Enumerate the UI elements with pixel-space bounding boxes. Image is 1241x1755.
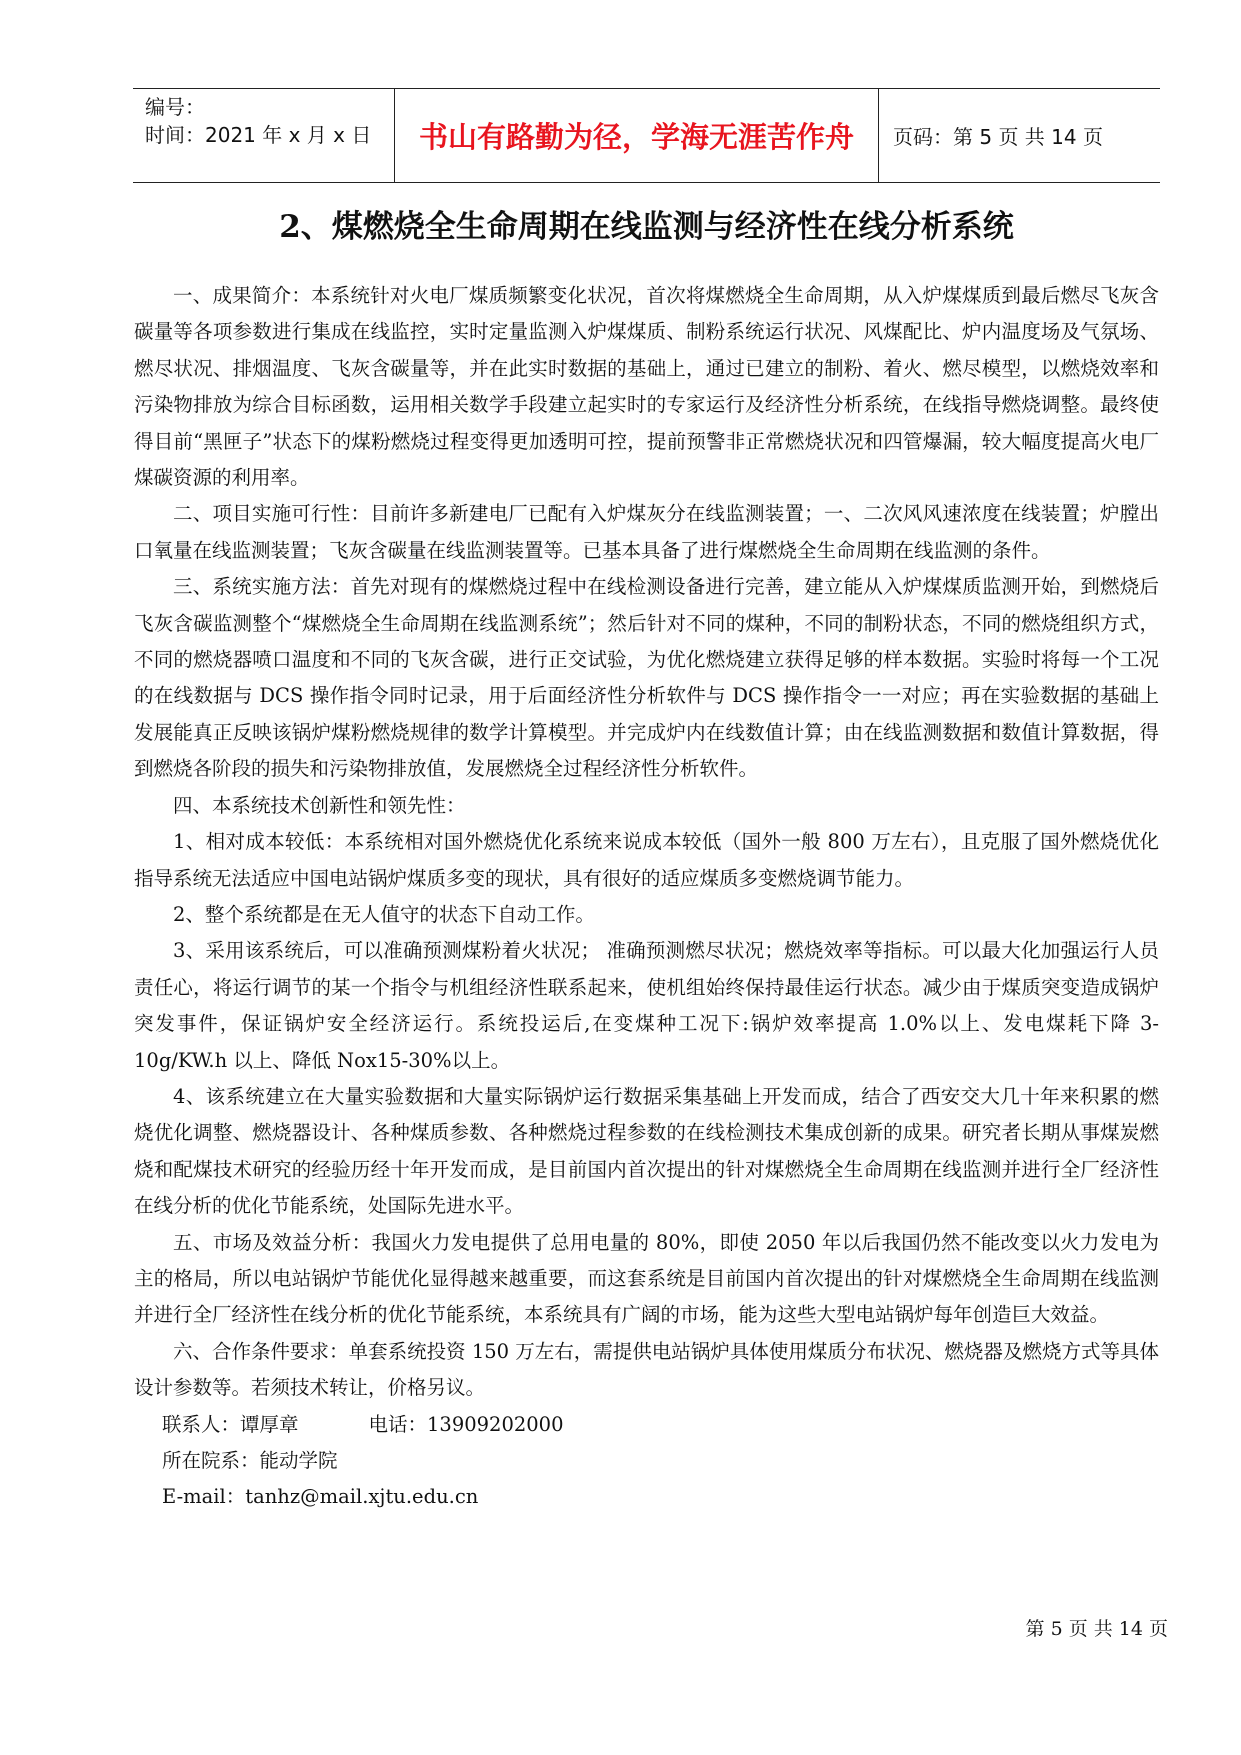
- paragraph: 2、整个系统都是在无人值守的状态下自动工作。: [173, 902, 595, 926]
- document-title: 2、煤燃烧全生命周期在线监测与经济性在线分析系统: [279, 209, 1014, 245]
- contact-email: E-mail：tanhz@mail.xjtu.edu.cn: [162, 1485, 479, 1509]
- paragraph: 三、系统实施方法：首先对现有的煤燃烧过程中在线检测设备进行完善，建立能从入炉煤煤质监测开始，到燃烧后飞灰含碳监测整个“煤燃烧全生命周期在线监测系统”；然后针对不同的煤种，不同的制粉状态，不同的燃烧组织方式，不同的燃烧器喷口温度和不同的飞灰含碳，进行正交试验，为优化燃烧建立获得足够的样本数据。实验时将每一个工况的在线数据与 DCS 操作指令同时记录，用于后面经济性分析软件与 DCS 操作指令一一对应；再在实验数据的基础上发展能真正反映该锅炉煤粉燃烧规律的数学计算模型。并完成炉内在线数值计算；由在线监测数据和数值计算数据，得到燃烧各阶段的损失和污染物排放值，发展燃烧全过程经济性分析软件。: [134, 575, 1159, 781]
- contact-department: 所在院系：能动学院: [162, 1449, 338, 1472]
- time-label: 时间：2021 年 x 月 x 日: [145, 123, 372, 147]
- contact-person: 联系人：谭厚章: [162, 1412, 299, 1436]
- paragraph: 五、市场及效益分析：我国火力发电提供了总用电量的 80%，即使 2050 年以后我国仍然不能改变以火力发电为主的格局，所以电站锅炉节能优化显得越来越重要，而这套系统是目前国内首次提出的针对煤燃烧全生命周期在线监测并进行全厂经济性在线分析的优化节能系统，本系统具有广阔的市场，能为这些大型电站锅炉每年创造巨大效益。: [134, 1230, 1159, 1327]
- paragraph: 六、合作条件要求：单套系统投资 150 万左右，需提供电站锅炉具体使用煤质分布状况、燃烧器及燃烧方式等具体设计参数等。若须技术转让，价格另议。: [134, 1339, 1159, 1400]
- contact-line: [134, 1407, 1159, 1443]
- page-footer: 第 5 页 共 14 页: [1025, 1618, 1168, 1640]
- paragraph: 1、相对成本较低：本系统相对国外燃烧优化系统来说成本较低（国外一般 800 万左右），且克服了国外燃烧优化指导系统无法适应中国电站锅炉煤质多变的现状，具有很好的适应煤质多变燃烧调节能力。: [134, 830, 1159, 890]
- paragraph: 二、项目实施可行性：目前许多新建电厂已配有入炉煤灰分在线监测装置；一、二次风风速浓度在线装置；炉膛出口氧量在线监测装置；飞灰含碳量在线监测装置等。已基本具备了进行煤燃烧全生命周期在线监测的条件。: [134, 502, 1159, 562]
- paragraph: 4、该系统建立在大量实验数据和大量实际锅炉运行数据采集基础上开发而成，结合了西安交大几十年来积累的燃烧优化调整、燃烧器设计、各种煤质参数、各种燃烧过程参数的在线检测技术集成创新的成果。研究者长期从事煤炭燃烧和配煤技术研究的经验历经十年开发而成，是目前国内首次提出的针对煤燃烧全生命周期在线监测并进行全厂经济性在线分析的优化节能系统，处国际先进水平。: [134, 1084, 1159, 1218]
- header-slogan: 书山有路勤为径，学海无涯苦作舟: [395, 89, 879, 182]
- header-page-info: 页码：第 5 页 共 14 页: [893, 125, 1103, 149]
- paragraph: 3、采用该系统后，可以准确预测煤粉着火状况； 准确预测燃尽状况；燃烧效率等指标。可以最大化加强运行人员责任心，将运行调节的某一个指令与机组经济性联系起来，使机组始终保持最佳运行状态。减少由于煤质突变造成锅炉突发事件，保证锅炉安全经济运行。系统投运后,在变煤种工况下:锅炉效率提高 1.0%以上、发电煤耗下降 3-10g/KW.h 以上、降低 Nox15-30%以上。: [134, 939, 1159, 1072]
- document-body: [134, 278, 1159, 1516]
- paragraph: 四、本系统技术创新性和领先性：: [173, 793, 466, 817]
- serial-label: 编号：: [145, 95, 205, 119]
- paragraph: 一、成果简介：本系统针对火电厂煤质频繁变化状况，首次将煤燃烧全生命周期，从入炉煤煤质到最后燃尽飞灰含碳量等各项参数进行集成在线监控，实时定量监测入炉煤煤质、制粉系统运行状况、风煤配比、炉内温度场及气氛场、燃尽状况、排烟温度、飞灰含碳量等，并在此实时数据的基础上，通过已建立的制粉、着火、燃尽模型，以燃烧效率和污染物排放为综合目标函数，运用相关数学手段建立起实时的专家运行及经济性分析系统，在线指导燃烧调整。最终使得目前“黑匣子”状态下的煤粉燃烧过程变得更加透明可控，提前预警非正常燃烧状况和四管爆漏，较大幅度提高火电厂煤碳资源的利用率。: [134, 284, 1159, 490]
- page-header: [133, 88, 1160, 183]
- header-meta: [133, 89, 395, 182]
- contact-phone: 电话：13909202000: [368, 1412, 564, 1436]
